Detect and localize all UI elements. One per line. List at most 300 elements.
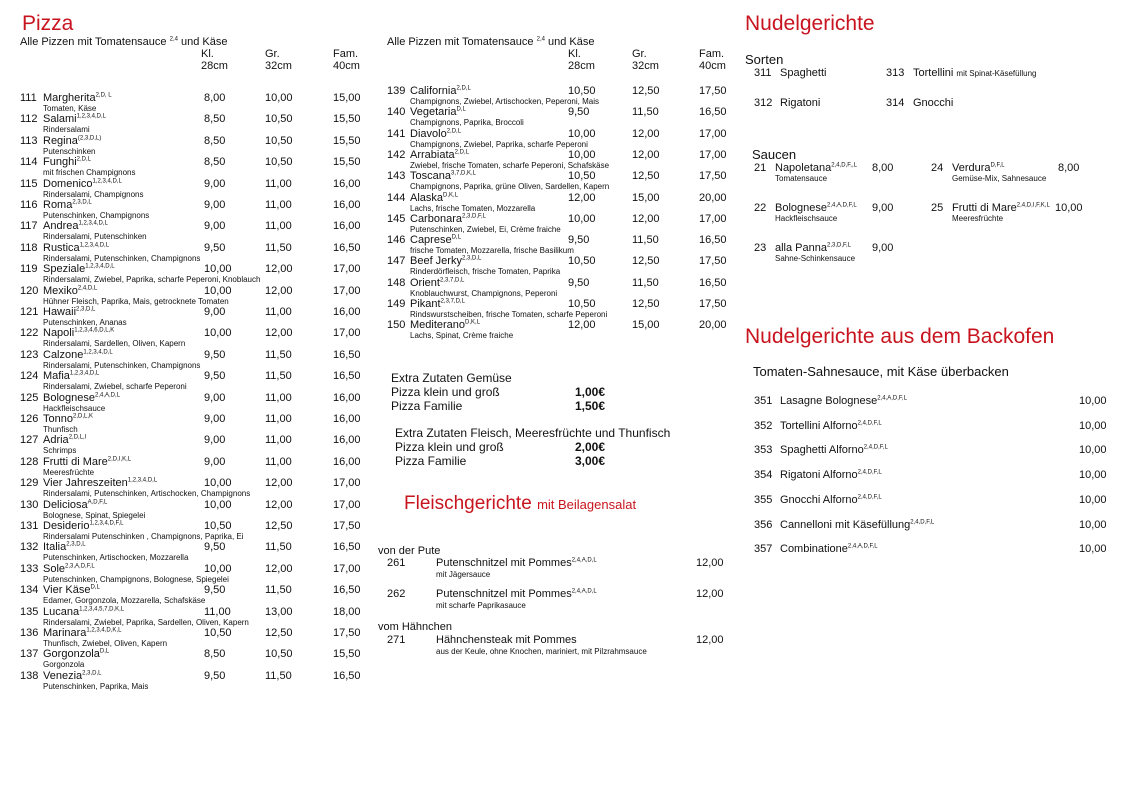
nudel-title: Nudelgerichte xyxy=(745,12,875,35)
price-small: 8,50 xyxy=(204,134,226,147)
price-family: 15,50 xyxy=(333,113,361,126)
price-small: 10,00 xyxy=(204,327,232,340)
extra-meat-price-1: 2,00€ xyxy=(575,440,606,454)
pizza-number: 123 xyxy=(20,348,39,361)
extra-meat-price-2: 3,00€ xyxy=(575,454,606,468)
pizza-list-right xyxy=(387,85,732,345)
pizza-description: Rindersalami Putenschinken , Champignons, Paprika, Ei xyxy=(43,532,244,541)
price-small: 9,50 xyxy=(568,106,590,119)
price-small: 10,00 xyxy=(204,263,232,276)
backofen-351-name: Lasagne Bolognese$^{2,4,A,D,F,L}$ xyxy=(780,395,907,407)
backofen-356-price: 10,00 xyxy=(1079,518,1107,531)
pizza-list-left xyxy=(20,92,365,702)
backofen-351-price: 10,00 xyxy=(1079,395,1107,407)
fleisch-item-261-name: Putenschnitzel mit Pommes$^{2,4,A,D,L}$ xyxy=(436,557,597,569)
price-large: 12,00 xyxy=(265,263,293,276)
price-family: 17,50 xyxy=(699,85,727,97)
backofen-354-name: Rigatoni Alforno$^{2,4,D,F,L}$ xyxy=(780,469,882,482)
price-large: 13,00 xyxy=(265,605,293,618)
price-small: 8,50 xyxy=(204,113,226,126)
price-small: 8,50 xyxy=(204,648,226,661)
price-large: 12,00 xyxy=(265,562,293,575)
allergen-codes: 2,D,L xyxy=(456,85,471,92)
sauce-25-desc: Meeresfrüchte xyxy=(952,214,1004,223)
price-family: 17,50 xyxy=(699,298,727,310)
allergen-codes: 3,7,D,K,L xyxy=(450,170,476,177)
sauce-21-name: Napoletana$^{2,4,D,F,,L}$ xyxy=(775,162,857,174)
price-small: 10,50 xyxy=(568,298,596,310)
pizza-name: Desiderio$^{1,2,3,4,D,F,L}$ xyxy=(43,520,124,532)
pizza-number: 139 xyxy=(387,85,406,97)
fleisch-item-271-name: Hähnchensteak mit Pommes xyxy=(436,634,577,646)
backofen-353-name: Spaghetti Alforno$^{2,4,D,F,L}$ xyxy=(780,444,888,457)
price-small: 11,00 xyxy=(204,605,231,618)
pizza-description: Rindersalami, Sardellen, Oliven, Kapern xyxy=(43,339,186,349)
fleisch-group-haehnchen: vom Hähnchen xyxy=(378,621,452,633)
price-large: 12,00 xyxy=(265,327,293,340)
price-family: 17,00 xyxy=(699,212,727,225)
pizza-description: Rindswurstscheiben, frische Tomaten, scharfe Peperoni xyxy=(410,310,608,319)
backofen-356-num: 356 xyxy=(754,518,773,531)
price-large: 15,00 xyxy=(632,191,660,204)
allergen-codes: 2,4,D,L xyxy=(77,284,98,291)
pizza-name: Beef Jerky$^{2,3,D,L}$ xyxy=(410,255,482,268)
extra-veg-price-2: 1,50€ xyxy=(575,399,606,413)
pizza-name: Speziale$^{1,2,3,4,D,L}$ xyxy=(43,263,115,276)
pizza-header-kl-2: Kl. 28cm xyxy=(568,48,595,72)
pizza-number: 117 xyxy=(20,220,38,233)
pizza-name: Roma$^{2,3,D,L}$ xyxy=(43,199,92,211)
pizza-description: Putenschinken, Artischocken, Mozzarella xyxy=(43,553,189,563)
sorte-312-name: Rigatoni xyxy=(780,97,821,109)
allergen-codes: 2,D,L,K xyxy=(72,413,93,420)
pizza-number: 137 xyxy=(20,648,39,661)
price-large: 12,00 xyxy=(265,498,293,511)
pizza-number: 124 xyxy=(20,370,39,383)
price-family: 17,00 xyxy=(699,127,727,140)
sauce-24-name: Verdura$^{D,F,L}$ xyxy=(952,162,1005,174)
price-family: 16,50 xyxy=(333,669,361,682)
price-small: 9,50 xyxy=(204,370,226,383)
sorte-311-name: Spaghetti xyxy=(780,67,827,79)
pizza-number: 135 xyxy=(20,605,39,618)
allergen-codes: D,L xyxy=(451,234,461,241)
price-large: 12,00 xyxy=(632,148,660,161)
price-large: 11,50 xyxy=(632,234,659,247)
allergen-codes: 2,4,A,D,F,L xyxy=(827,202,857,209)
sorte-314-name: Gnocchi xyxy=(913,97,954,109)
pizza-name: Orient$^{2,3,7,D,L}$ xyxy=(410,276,465,289)
sauce-22-num: 22 xyxy=(754,202,767,214)
sauce-23-num: 23 xyxy=(754,242,767,254)
backofen-355-num: 355 xyxy=(754,493,773,506)
pizza-name: Vegetaria$^{D,L}$ xyxy=(410,106,466,119)
pizza-description: Putenschinken, Champignons xyxy=(43,211,150,220)
sauce-25-num: 25 xyxy=(931,202,944,214)
price-small: 10,50 xyxy=(204,520,232,532)
sauce-24-num: 24 xyxy=(931,162,944,174)
allergen-codes: 2,D,L xyxy=(76,156,91,163)
fleisch-item-261-desc: mit Jägersauce xyxy=(436,570,491,579)
backofen-357-price: 10,00 xyxy=(1079,543,1107,556)
price-family: 15,00 xyxy=(333,92,361,104)
price-family: 17,00 xyxy=(333,263,361,276)
sorte-313-num: 313 xyxy=(886,67,905,79)
price-small: 10,50 xyxy=(568,85,596,97)
price-family: 17,00 xyxy=(333,477,361,490)
price-small: 10,00 xyxy=(204,498,232,511)
pizza-number: 141 xyxy=(387,127,406,140)
pizza-name: Deliciosa$^{A,D,F,L}$ xyxy=(43,498,108,511)
price-family: 15,50 xyxy=(333,134,361,147)
allergen-codes: 2,4,D,F,,L xyxy=(831,162,857,169)
pizza-name: Italia$^{2,3,D,L}$ xyxy=(43,541,86,554)
price-small: 10,00 xyxy=(568,127,596,140)
price-large: 11,00 xyxy=(265,455,292,468)
price-small: 8,00 xyxy=(204,92,226,104)
price-small: 9,00 xyxy=(204,199,226,211)
pizza-title: Pizza xyxy=(22,12,74,35)
sauce-23-name: alla Panna$^{2,3,D,F,L}$ xyxy=(775,242,852,254)
pizza-number: 138 xyxy=(20,669,39,682)
price-small: 10,50 xyxy=(204,627,232,639)
price-large: 12,00 xyxy=(632,127,660,140)
allergen-codes: 2,D,L,I xyxy=(68,434,87,441)
pizza-name: Gorgonzola$^{D,L}$ xyxy=(43,648,110,661)
pizza-number: 145 xyxy=(387,212,406,225)
pizza-number: 128 xyxy=(20,455,39,468)
allergen-codes: (2,3,D,L) xyxy=(77,135,102,142)
pizza-name: Andrea$^{1,2,3,4,D,L}$ xyxy=(43,220,108,233)
pizza-number: 114 xyxy=(20,156,38,169)
allergen-codes: 1,2,3,4,D,L xyxy=(83,349,113,356)
price-large: 11,00 xyxy=(265,177,292,190)
pizza-number: 115 xyxy=(20,177,38,190)
allergen-codes: 1,2,3,4,D,L xyxy=(127,477,158,484)
pizza-number: 125 xyxy=(20,391,39,404)
price-large: 11,50 xyxy=(632,106,659,119)
extra-veg-title: Extra Zutaten Gemüse xyxy=(391,371,512,385)
price-family: 15,50 xyxy=(333,648,361,661)
fleisch-item-262-desc: mit scharfe Paprikasauce xyxy=(436,601,526,610)
pizza-number: 119 xyxy=(20,263,38,276)
price-small: 10,50 xyxy=(568,255,596,268)
pizza-number: 132 xyxy=(20,541,39,554)
pizza-description: Champignons, Paprika, Broccoli xyxy=(410,118,524,128)
pizza-description: frische Tomaten, Mozzarella, frische Basilikum xyxy=(410,246,574,256)
pizza-description: Bolognese, Spinat, Spiegelei xyxy=(43,510,146,520)
fleisch-item-262-price: 12,00 xyxy=(696,588,724,600)
allergen-codes: 2,3,7,D,L xyxy=(440,298,465,305)
price-large: 11,50 xyxy=(265,541,292,554)
allergen-codes: 2,D,L xyxy=(454,149,469,156)
price-large: 10,50 xyxy=(265,134,293,147)
allergen-codes: 1,2,3,4,D,L xyxy=(92,177,122,184)
pizza-description: Zwiebel, frische Tomaten, scharfe Peperoni, Schafskäse xyxy=(410,160,610,170)
price-large: 12,50 xyxy=(632,85,660,97)
allergen-codes: 2,4,D,F,L xyxy=(857,469,882,476)
pizza-name: Alaska$^{D,K,L}$ xyxy=(410,191,459,204)
pizza-number: 133 xyxy=(20,562,39,575)
price-small: 12,00 xyxy=(568,319,596,332)
pizza-name: Mediterano$^{D,K,L}$ xyxy=(410,319,481,332)
price-large: 12,50 xyxy=(632,298,660,310)
pizza-header-kl: Kl. 28cm xyxy=(201,48,228,72)
pizza-number: 149 xyxy=(387,298,406,310)
allergen-codes: 2,4,D,F,L xyxy=(863,444,888,451)
allergen-codes: 2,3,7,D,L xyxy=(439,277,465,284)
allergen-codes: 2,3,D,L xyxy=(72,199,92,206)
sorte-313-name: Tortellini mit Spinat-Käsefüllung xyxy=(913,67,1037,79)
pizza-description: Rindersalami, Putenschinken xyxy=(43,232,147,242)
pizza-name: California$^{2,D,L}$ xyxy=(410,85,471,97)
fleisch-item-261-num: 261 xyxy=(387,557,406,569)
pizza-number: 118 xyxy=(20,241,38,254)
saucen-label: Saucen xyxy=(752,147,797,162)
price-large: 11,50 xyxy=(632,276,659,289)
backofen-356-name: Cannelloni mit Käsefüllung$^{2,4,D,F,L}$ xyxy=(780,518,935,531)
pizza-description: Thunfisch xyxy=(43,425,78,434)
fleisch-item-271-price: 12,00 xyxy=(696,634,724,646)
price-large: 12,50 xyxy=(265,627,293,639)
price-family: 15,50 xyxy=(333,156,361,169)
pizza-description: Rindersalami, Zwiebel, Paprika, Sardellen, Oliven, Kapern xyxy=(43,617,249,627)
price-large: 12,00 xyxy=(632,212,660,225)
pizza-number: 129 xyxy=(20,477,39,490)
pizza-header-gr-2: Gr. 32cm xyxy=(632,48,659,72)
price-family: 16,50 xyxy=(333,348,361,361)
price-family: 16,50 xyxy=(699,234,727,247)
sauce-24-price: 8,00 xyxy=(1058,162,1080,174)
sorte-312-num: 312 xyxy=(754,97,773,109)
allergen-codes: 2,3,D,L xyxy=(82,670,102,677)
price-small: 9,00 xyxy=(204,434,226,447)
extra-meat-title: Extra Zutaten Fleisch, Meeresfrüchte und Thunfisch xyxy=(395,426,671,440)
price-large: 12,50 xyxy=(265,520,293,532)
price-family: 16,00 xyxy=(333,199,361,211)
price-family: 16,50 xyxy=(333,541,361,554)
allergen-codes: 2,D,L xyxy=(446,127,462,134)
pizza-number: 130 xyxy=(20,498,39,511)
price-small: 8,50 xyxy=(204,156,226,169)
pizza-description: Hühner Fleisch, Paprika, Mais, getrocknete Tomaten xyxy=(43,296,229,306)
allergen-codes: 2,D,I,K,L xyxy=(107,456,132,463)
price-large: 12,50 xyxy=(632,255,660,268)
price-family: 16,00 xyxy=(333,413,361,425)
backofen-353-price: 10,00 xyxy=(1079,444,1107,457)
pizza-name: Sole$^{2,3,A,D,F,L}$ xyxy=(43,562,95,575)
sauce-22-desc: Hackfleischsauce xyxy=(775,214,838,223)
pizza-number: 148 xyxy=(387,276,406,289)
price-family: 17,00 xyxy=(699,148,727,161)
pizza-number: 147 xyxy=(387,255,406,268)
pizza-description: Putenschinken, Ananas xyxy=(43,318,127,327)
allergen-codes: 2,4,D,F,L xyxy=(910,518,935,525)
pizza-name: Mexiko$^{2,4,D,L}$ xyxy=(43,284,98,297)
price-large: 11,50 xyxy=(265,241,292,254)
pizza-description: Rindersalami xyxy=(43,125,90,135)
price-large: 12,00 xyxy=(265,477,293,490)
pizza-description: Thunfisch, Zwiebel, Oliven, Kapern xyxy=(43,639,168,648)
pizza-number: 116 xyxy=(20,199,38,211)
price-small: 9,00 xyxy=(204,306,226,318)
allergen-codes: 1,2,3,4,D,L xyxy=(69,370,100,377)
price-small: 10,00 xyxy=(568,212,596,225)
pizza-name: Venezia$^{2,3,D,L}$ xyxy=(43,669,102,682)
price-family: 17,00 xyxy=(333,284,361,297)
allergen-codes: 1,2,3,4,D,L xyxy=(85,263,115,270)
price-large: 10,50 xyxy=(265,113,293,126)
pizza-number: 146 xyxy=(387,234,406,247)
pizza-number: 131 xyxy=(20,520,39,532)
pizza-description: Edamer, Gorgonzola, Mozzarella, Schafskäse xyxy=(43,596,206,606)
price-small: 10,00 xyxy=(204,284,232,297)
price-small: 9,00 xyxy=(204,413,226,425)
pizza-number: 143 xyxy=(387,170,406,183)
price-family: 17,00 xyxy=(333,498,361,511)
pizza-name: Caprese$^{D,L}$ xyxy=(410,234,461,247)
pizza-description: Rindersalami, Putenschinken, Champignons xyxy=(43,360,201,370)
price-family: 16,00 xyxy=(333,306,361,318)
price-large: 11,00 xyxy=(265,220,292,233)
pizza-number: 112 xyxy=(20,113,38,126)
price-large: 11,00 xyxy=(265,413,292,425)
price-family: 16,50 xyxy=(699,276,727,289)
sauce-22-name: Bolognese$^{2,4,A,D,F,L}$ xyxy=(775,202,857,214)
backofen-355-price: 10,00 xyxy=(1079,493,1107,506)
allergen-codes: 2,4,D,I,F,K,L xyxy=(1016,202,1050,209)
allergen-codes: 2,3,D,F,L xyxy=(461,213,486,220)
price-family: 16,00 xyxy=(333,177,361,190)
allergen-codes: 1,2,3,4,D,L xyxy=(79,242,110,249)
price-small: 10,00 xyxy=(204,562,232,575)
price-family: 17,00 xyxy=(333,327,361,340)
pizza-name: Tonno$^{2,D,L,K}$ xyxy=(43,413,93,425)
price-small: 9,00 xyxy=(204,220,226,233)
fleisch-item-262-name: Putenschnitzel mit Pommes$^{2,4,A,D,L}$ xyxy=(436,588,597,600)
pizza-number: 140 xyxy=(387,106,406,119)
price-large: 11,50 xyxy=(265,348,292,361)
price-large: 11,50 xyxy=(265,584,292,597)
pizza-description: Lachs, Spinat, Crème fraiche xyxy=(410,331,514,341)
allergen-codes: 2,4,A,D,F,L xyxy=(847,543,878,550)
price-family: 20,00 xyxy=(699,191,727,204)
allergen-codes: 2,4,D,F,L xyxy=(857,494,882,501)
backofen-357-name: Combinatione$^{2,4,A,D,F,L}$ xyxy=(780,543,878,556)
sauce-21-desc: Tomatensauce xyxy=(775,174,828,183)
pizza-description: Meeresfrüchte xyxy=(43,467,95,477)
price-large: 11,50 xyxy=(265,370,292,383)
price-large: 11,50 xyxy=(265,669,292,682)
allergen-codes: 1,2,3,4,D,L xyxy=(78,220,108,227)
pizza-name: Adria$^{2,D,L,I}$ xyxy=(43,434,87,447)
price-large: 10,50 xyxy=(265,648,293,661)
sorte-314-num: 314 xyxy=(886,97,905,109)
sauce-25-name: Frutti di Mare$^{2,4,D,I,F,K,L}$ xyxy=(952,202,1050,214)
pizza-description: Rinderdörfleisch, frische Tomaten, Paprika xyxy=(410,267,561,277)
pizza-description: Putenschinken, Paprika, Mais xyxy=(43,681,149,691)
pizza-number: 121 xyxy=(20,306,39,318)
sorten-label: Sorten xyxy=(745,52,784,67)
pizza-number: 122 xyxy=(20,327,39,340)
sorte-311-num: 311 xyxy=(754,67,772,79)
pizza-name: Frutti di Mare$^{2,D,I,K,L}$ xyxy=(43,455,132,468)
price-large: 10,00 xyxy=(265,92,293,104)
price-large: 11,00 xyxy=(265,199,292,211)
pizza-name: Vier Käse$^{D,L}$ xyxy=(43,584,100,597)
allergen-codes: D,F,L xyxy=(990,162,1005,169)
sauce-24-desc: Gemüse-Mix, Sahnesauce xyxy=(952,174,1047,183)
backofen-352-price: 10,00 xyxy=(1079,419,1107,432)
allergen-codes: 2,D, L xyxy=(95,92,112,99)
pizza-description: Gorgonzola xyxy=(43,660,85,670)
fleisch-item-261-price: 12,00 xyxy=(696,557,724,569)
allergen-codes: A,D,F,L xyxy=(87,498,108,505)
price-large: 10,50 xyxy=(265,156,293,169)
allergen-codes: 1,2,3,4,5,7,D,K,L xyxy=(79,605,125,612)
price-small: 9,00 xyxy=(204,177,226,190)
price-family: 17,00 xyxy=(333,562,361,575)
allergen-codes: 2,4,A,D,F,L xyxy=(877,395,907,402)
price-large: 12,50 xyxy=(632,170,660,183)
pizza-description: Champignons, Zwiebel, Paprika, scharfe Peperoni xyxy=(410,139,588,149)
backofen-351-num: 351 xyxy=(754,395,773,407)
price-large: 11,00 xyxy=(265,391,292,404)
pizza-number: 120 xyxy=(20,284,39,297)
extra-veg-row-2: Pizza Familie xyxy=(391,399,463,413)
pizza-description: Putenschinken, Zwiebel, Ei, Crème fraiche xyxy=(410,224,561,234)
pizza-name: Napoli$^{1,2,3,4,6,D,L,K}$ xyxy=(43,327,115,340)
backofen-354-num: 354 xyxy=(754,469,773,482)
allergen-codes: D,L xyxy=(99,648,110,655)
sauce-23-price: 9,00 xyxy=(872,242,894,254)
sauce-21-num: 21 xyxy=(754,162,767,174)
pizza-description: Hackfleischsauce xyxy=(43,403,106,413)
allergen-codes: D,L xyxy=(456,106,466,113)
allergen-codes: 1,2,3,4,D,F,L xyxy=(89,520,124,527)
allergen-codes: 1,2,3,4,6,D,L,K xyxy=(74,327,115,334)
pizza-subtitle-left: Alle Pizzen mit Tomatensauce $^{2,4}$ und Käse xyxy=(20,36,228,48)
backofen-title: Nudelgerichte aus dem Backofen xyxy=(745,325,1055,348)
backofen-354-price: 10,00 xyxy=(1079,469,1107,482)
pizza-description: Champignons, Paprika, grüne Oliven, Sardellen, Kapern xyxy=(410,182,610,192)
backofen-357-num: 357 xyxy=(754,543,773,556)
pizza-description: Champignons, Zwiebel, Artischocken, Peperoni, Mais xyxy=(410,97,599,106)
extra-meat-row-1: Pizza klein und groß xyxy=(395,440,504,454)
pizza-name: Arrabiata$^{2,D,L}$ xyxy=(410,148,469,161)
pizza-header-gr: Gr. 32cm xyxy=(265,48,292,72)
price-small: 12,00 xyxy=(568,191,596,204)
pizza-name: Pikant$^{2,3,7,D,L}$ xyxy=(410,298,465,310)
allergen-codes: 1,2,3,4,D,K,L xyxy=(86,627,122,634)
allergen-codes: 1,2,3,4,D,L xyxy=(76,113,106,120)
pizza-description: Rindersalami, Putenschinken, Artischocken, Champignons xyxy=(43,489,251,499)
pizza-name: Margherita$^{2,D, L}$ xyxy=(43,92,112,104)
price-family: 16,00 xyxy=(333,391,361,404)
price-family: 17,50 xyxy=(699,170,727,183)
pizza-number: 111 xyxy=(20,92,37,104)
extra-veg-row-1: Pizza klein und groß xyxy=(391,385,500,399)
price-family: 16,00 xyxy=(333,220,361,233)
pizza-description: Lachs, frische Tomaten, Mozzarella xyxy=(410,203,536,213)
pizza-header-fam: Fam. 40cm xyxy=(333,48,360,72)
sauce-25-price: 10,00 xyxy=(1055,202,1083,214)
pizza-description: Rindersalami, Putenschinken, Champignons xyxy=(43,253,201,263)
pizza-number: 113 xyxy=(20,134,38,147)
fleisch-item-271-desc: aus der Keule, ohne Knochen, mariniert, mit Pilzrahmsauce xyxy=(436,647,647,656)
pizza-number: 126 xyxy=(20,413,39,425)
allergen-codes: 2,4,D,F,L xyxy=(857,420,882,427)
